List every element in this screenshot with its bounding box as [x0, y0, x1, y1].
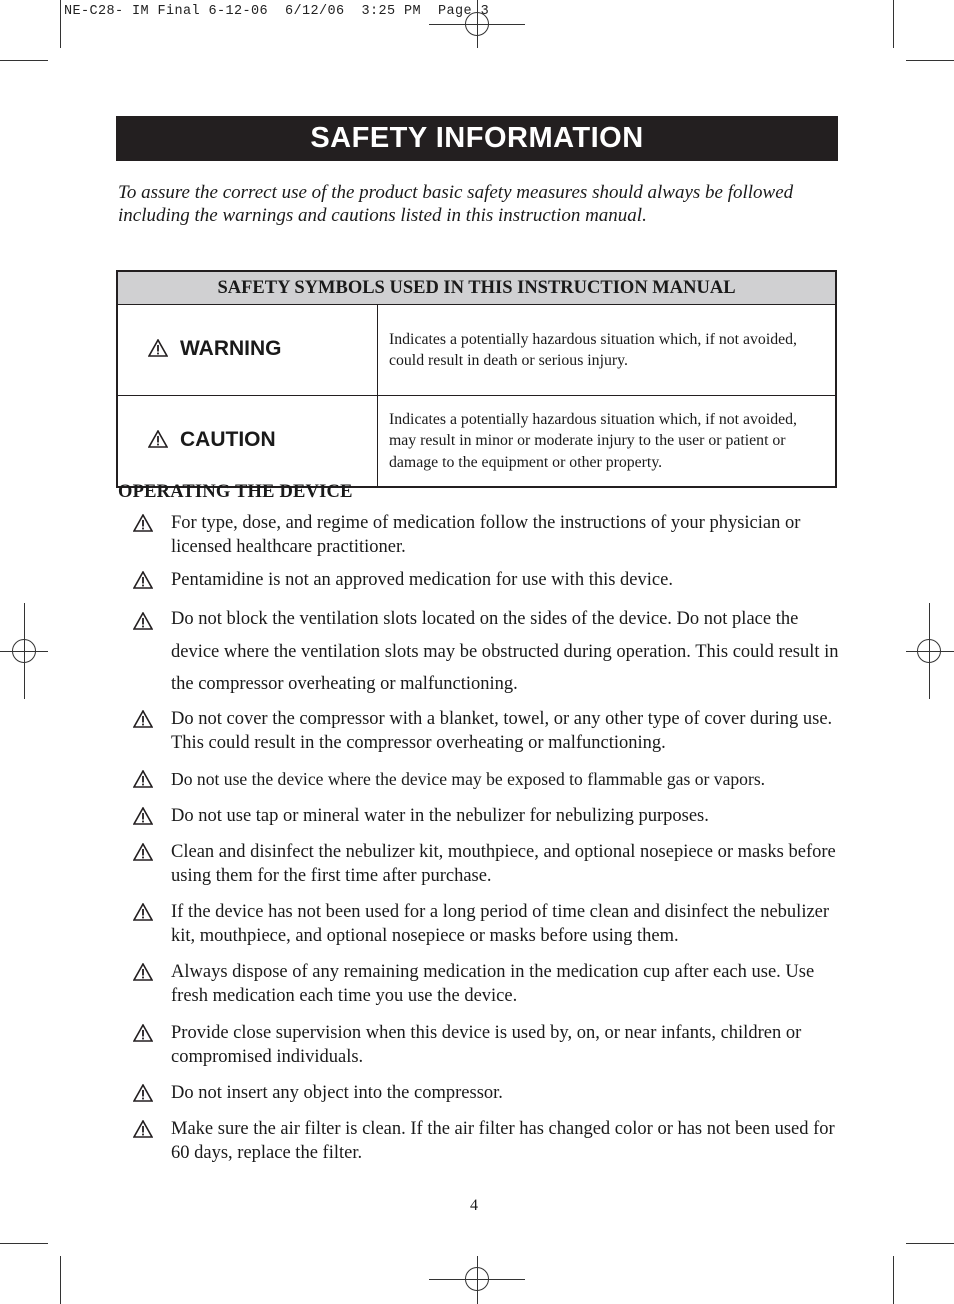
table-row [117, 396, 836, 488]
list-item: For type, dose, and regime of medication follow the instructions of your physician or licensed healthcare practitioner. [171, 512, 843, 559]
warning-triangle-icon [133, 770, 153, 795]
warning-triangle-icon [133, 1120, 153, 1146]
warning-triangle-icon [133, 609, 153, 642]
registration-crosshair-icon [917, 639, 941, 663]
list-item: Do not use tap or mineral water in the nebulizer for nebulizing purposes. [171, 805, 843, 829]
warning-triangle-icon [148, 430, 168, 454]
list-item: Make sure the air filter is clean. If the air filter has changed color or has not been used for 60 days, replace the filter. [171, 1118, 843, 1165]
list-item: If the device has not been used for a long period of time clean and disinfect the nebulizer kit, mouthpiece, and optional nosepiece or masks before using them. [171, 901, 843, 948]
section-heading: OPERATING THE DEVICE [118, 482, 353, 502]
list-item: Always dispose of any remaining medication in the medication cup after each use. Use fresh medication each time you use the device. [171, 961, 843, 1008]
warning-triangle-icon [148, 339, 168, 363]
list-item: Pentamidine is not an approved medication for use with this device. [171, 569, 843, 593]
registration-crosshair-icon [12, 639, 36, 663]
warning-description: Indicates a potentially hazardous situation which, if not avoided, could result in death or serious injury. [378, 305, 837, 396]
warning-label: WARNING [180, 337, 282, 360]
registration-crosshair-icon [465, 1267, 489, 1291]
table-row [117, 305, 836, 396]
safety-symbols-table [116, 270, 837, 488]
warning-triangle-icon [133, 1024, 153, 1050]
list-item: Provide close supervision when this device is used by, on, or near infants, children or compromised individuals. [171, 1022, 843, 1069]
warning-triangle-icon [133, 963, 153, 989]
list-item: Do not block the ventilation slots located on the sides of the device. Do not place the device where the ventilation slots may be obstructed during operation. This could result in the compressor overheating or malfunctioning. [171, 603, 843, 701]
warning-triangle-icon [133, 1084, 153, 1110]
warning-triangle-icon [133, 710, 153, 736]
page-number: 4 [470, 1197, 478, 1214]
caution-label: CAUTION [180, 428, 276, 451]
list-item: Do not cover the compressor with a blanket, towel, or any other type of cover during use. This could result in the compressor overheating or malfunctioning. [171, 708, 843, 755]
caution-description: Indicates a potentially hazardous situation which, if not avoided, may result in minor or moderate injury to the user or patient or damage to the equipment or other property. [378, 396, 837, 488]
warning-triangle-icon [133, 843, 153, 869]
table-header: SAFETY SYMBOLS USED IN THIS INSTRUCTION MANUAL [117, 271, 836, 305]
list-item: Do not insert any object into the compressor. [171, 1082, 843, 1106]
list-item: Clean and disinfect the nebulizer kit, mouthpiece, and optional nosepiece or masks before using them for the first time after purchase. [171, 841, 843, 888]
registration-crosshair-icon [465, 12, 489, 36]
list-item: Do not use the device where the device may be exposed to flammable gas or vapors. [171, 768, 843, 792]
warning-triangle-icon [133, 807, 153, 833]
warning-triangle-icon [133, 903, 153, 929]
intro-text: To assure the correct use of the product basic safety measures should always be followed including the warnings and cautions listed in this instruction manual. [118, 182, 794, 226]
warning-triangle-icon [133, 514, 153, 540]
warning-triangle-icon [133, 571, 153, 597]
printer-slug: NE-C28- IM Final 6-12-06 6/12/06 3:25 PM Page 3 [64, 4, 490, 19]
page-title: SAFETY INFORMATION [116, 116, 838, 161]
